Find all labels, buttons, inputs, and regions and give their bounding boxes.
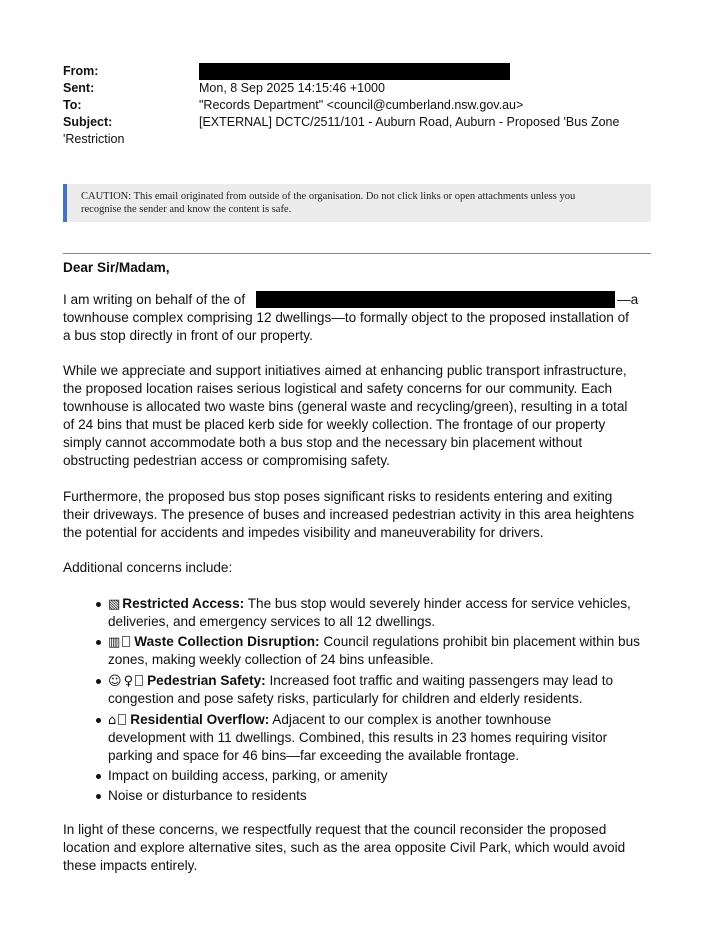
bullet-1-line-1 bbox=[108, 595, 631, 614]
traffic-icon: ♀ bbox=[123, 674, 134, 689]
salutation: Dear Sir/Madam, bbox=[63, 260, 170, 275]
p1-line-1-end: —a bbox=[617, 292, 639, 307]
bullet-5-line-1: Impact on building access, parking, or amenity bbox=[108, 768, 388, 783]
bullet-2-dot bbox=[96, 640, 101, 645]
bullet-2-line-1 bbox=[108, 633, 640, 652]
bullet-3-title: Pedestrian Safety: bbox=[147, 673, 266, 688]
bullet-4-line-1 bbox=[108, 711, 551, 730]
caution-banner bbox=[63, 184, 651, 222]
bullet-1-title: Restricted Access: bbox=[122, 596, 245, 611]
p2-line-6: obstructing pedestrian access or compromising safety. bbox=[63, 453, 390, 468]
houses-icon: ⌂ bbox=[108, 713, 117, 728]
p1-line-3: a bus stop directly in front of our property. bbox=[63, 328, 313, 343]
bullet-3-line-2: congestion and pose safety risks, particularly for children and elderly residents. bbox=[108, 691, 583, 706]
bullet-4-text-1: Adjacent to our complex is another townhouse bbox=[269, 712, 552, 727]
subject-value: [EXTERNAL] DCTC/2511/101 - Auburn Road, Auburn - Proposed 'Bus Zone bbox=[199, 115, 620, 129]
bullet-4-title: Residential Overflow: bbox=[130, 712, 270, 727]
bullet-1-dot bbox=[96, 602, 101, 607]
wastebasket-icon: ▥ bbox=[108, 635, 121, 650]
from-label: From: bbox=[63, 64, 99, 78]
bullet-2-line-2: zones, making weekly collection of 24 bins unfeasible. bbox=[108, 652, 434, 667]
p1-line-1-start: I am writing on behalf of the of bbox=[63, 292, 246, 307]
bullet-5-dot bbox=[96, 774, 101, 779]
to-label: To: bbox=[63, 98, 82, 112]
p2-line-3: townhouse is allocated two waste bins (general waste and recycling/green), resulting in a total bbox=[63, 399, 628, 414]
p3-line-3: the potential for accidents and impedes visibility and maneuverability for drivers. bbox=[63, 525, 544, 540]
bullet-6-dot bbox=[96, 794, 101, 799]
subject-continuation: 'Restriction bbox=[63, 132, 125, 146]
p2-line-5: simply cannot accommodate both a bus stop and the necessary bin placement without bbox=[63, 435, 583, 450]
pedestrian-icon: ☺ bbox=[108, 674, 122, 689]
missing-glyph-icon bbox=[135, 675, 143, 686]
redacted-sender bbox=[199, 63, 510, 80]
caution-line-2: recognise the sender and know the content is safe. bbox=[81, 204, 292, 215]
to-value: "Records Department" <council@cumberland.nsw.gov.au> bbox=[199, 98, 524, 112]
p4-line-3: these impacts entirely. bbox=[63, 858, 198, 873]
bullet-3-text-1: Increased foot traffic and waiting passengers may lead to bbox=[265, 673, 614, 688]
missing-glyph-icon bbox=[118, 714, 126, 725]
bullet-3-dot bbox=[96, 679, 101, 684]
concerns-intro: Additional concerns include: bbox=[63, 560, 233, 575]
p4-line-1: In light of these concerns, we respectfully request that the council reconsider the proposed bbox=[63, 822, 607, 837]
redacted-complex-name bbox=[256, 291, 615, 308]
bullet-2-text-1: Council regulations prohibit bin placement within bus bbox=[319, 634, 640, 649]
bullet-6-line-1: Noise or disturbance to residents bbox=[108, 788, 307, 803]
missing-glyph-icon bbox=[122, 636, 130, 647]
header-divider bbox=[63, 253, 651, 254]
p2-line-1: While we appreciate and support initiatives aimed at enhancing public transport infrastructure, bbox=[63, 363, 627, 378]
sent-label: Sent: bbox=[63, 81, 95, 95]
p2-line-4: of 24 bins that must be placed kerb side for weekly collection. The frontage of our property bbox=[63, 417, 606, 432]
p4-line-2: location and explore alternative sites, such as the area opposite Civil Park, which would avoid bbox=[63, 840, 626, 855]
bullet-3-line-1 bbox=[108, 672, 613, 691]
p1-line-2: townhouse complex comprising 12 dwellings—to formally object to the proposed installation of bbox=[63, 310, 629, 325]
bullet-4-dot bbox=[96, 718, 101, 723]
p3-line-2: their driveways. The presence of buses and increased pedestrian activity in this area heightens bbox=[63, 507, 635, 522]
bullet-1-line-2: deliveries, and emergency services to all 12 dwellings. bbox=[108, 614, 436, 629]
sent-value: Mon, 8 Sep 2025 14:15:46 +1000 bbox=[199, 81, 385, 95]
bullet-4-line-2: development with 11 dwellings. Combined, this results in 23 homes requiring visitor bbox=[108, 730, 608, 745]
p2-line-2: the proposed location raises serious logistical and safety concerns for our community. Each bbox=[63, 381, 613, 396]
bullet-2-title: Waste Collection Disruption: bbox=[134, 634, 320, 649]
barrier-icon: ▧ bbox=[108, 597, 121, 612]
subject-label: Subject: bbox=[63, 115, 113, 129]
bullet-1-text-1: The bus stop would severely hinder access for service vehicles, bbox=[244, 596, 631, 611]
p3-line-1: Furthermore, the proposed bus stop poses significant risks to residents entering and exiting bbox=[63, 489, 613, 504]
bullet-4-line-3: parking and space for 46 bins—far exceeding the available frontage. bbox=[108, 748, 520, 763]
caution-line-1: CAUTION: This email originated from outside of the organisation. Do not click links or open attachments unless you bbox=[81, 191, 576, 202]
